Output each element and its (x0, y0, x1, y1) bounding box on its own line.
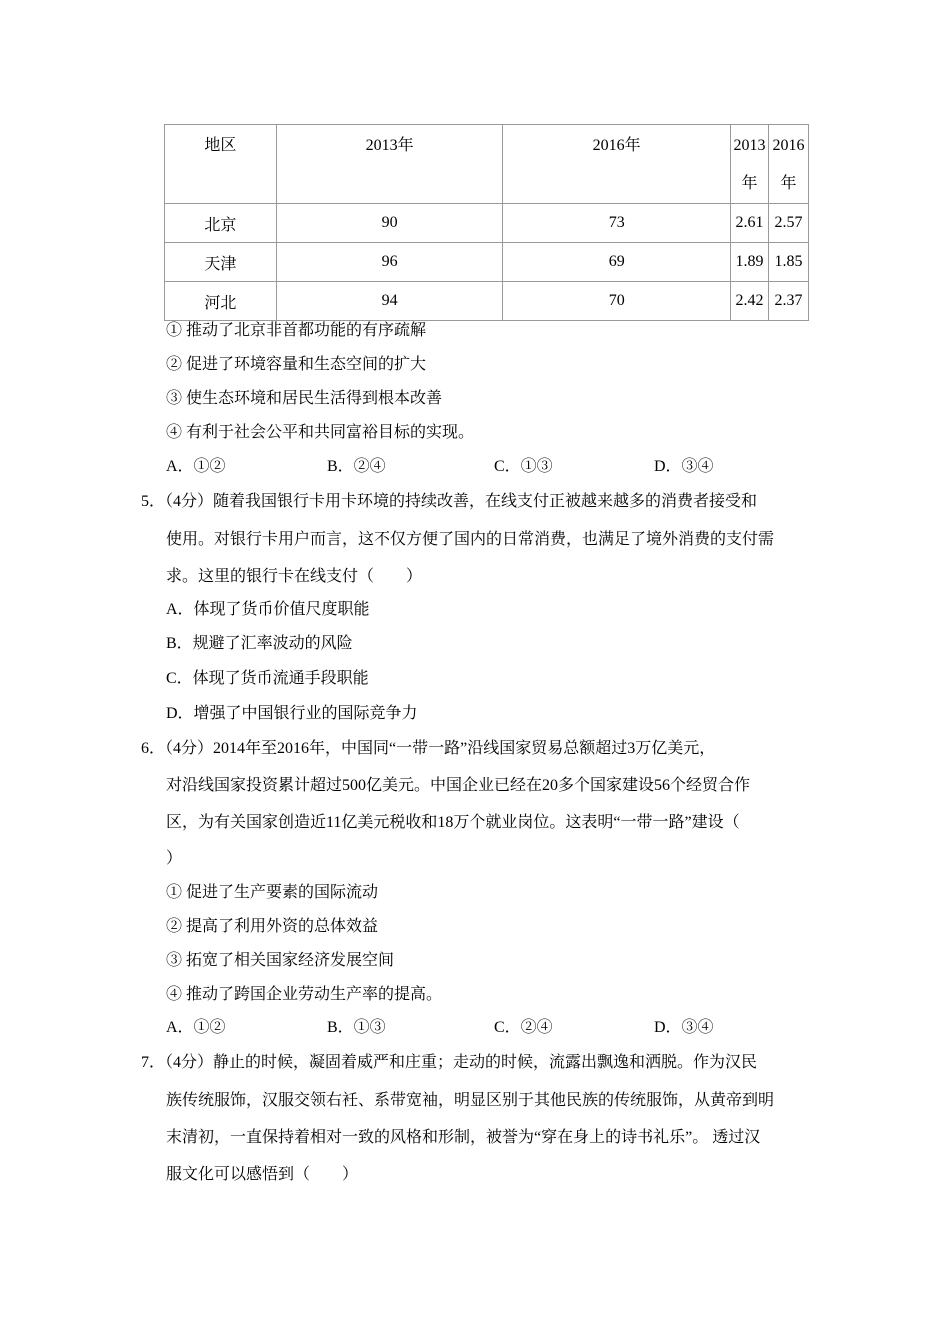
q4-choice-b[interactable]: B．②④ (327, 458, 386, 475)
q4-statement: ② 促进了环境容量和生态空间的扩大 (166, 356, 427, 373)
table-cell: 2.61 (730, 204, 768, 243)
header-2013-b: 2013年 (730, 125, 768, 204)
table-cell: 2.57 (768, 204, 808, 243)
table-cell: 河北 (165, 282, 277, 321)
table-cell: 94 (276, 282, 503, 321)
header-2013-a: 2013年 (276, 125, 503, 204)
table-cell: 90 (276, 204, 503, 243)
q4-statement: ③ 使生态环境和居民生活得到根本改善 (166, 390, 443, 407)
table-row (165, 204, 809, 243)
table-cell: 69 (503, 243, 731, 282)
q6-choice-d[interactable]: D．③④ (654, 1019, 714, 1036)
q6-choice-a[interactable]: A．①② (166, 1019, 226, 1036)
table-header-row (165, 125, 809, 204)
table-cell: 1.89 (730, 243, 768, 282)
data-table (164, 124, 809, 321)
table-cell: 70 (503, 282, 731, 321)
table-cell: 2.37 (768, 282, 808, 321)
table-cell: 73 (503, 204, 731, 243)
q6-stem-line: ） (166, 850, 183, 867)
q5-choice-a[interactable]: A．体现了货币价值尺度职能 (166, 601, 370, 618)
q6-statement: ④ 推动了跨国企业劳动生产率的提高。 (166, 986, 443, 1003)
q6-statement: ③ 拓宽了相关国家经济发展空间 (166, 952, 395, 969)
q4-statement: ④ 有利于社会公平和共同富裕目标的实现。 (166, 424, 475, 441)
q5-stem-line: 使用。对银行卡用户而言，这不仅方便了国内的日常消费，也满足了境外消费的支付需 (166, 531, 775, 548)
q4-choice-a[interactable]: A．①② (166, 458, 226, 475)
q5-choice-d[interactable]: D．增强了中国银行业的国际竞争力 (166, 705, 418, 722)
table-cell: 天津 (165, 243, 277, 282)
table-cell: 2.42 (730, 282, 768, 321)
q6-stem-line: 对沿线国家投资累计超过500亿美元。中国企业已经在20多个国家建设56个经贸合作 (166, 777, 751, 794)
header-2016-a: 2016年 (503, 125, 731, 204)
q4-choice-c[interactable]: C．①③ (494, 458, 553, 475)
q7-stem-line: 末清初，一直保持着相对一致的风格和形制，被誉为“穿在身上的诗书礼乐”。 透过汉 (166, 1129, 761, 1146)
q6-stem-line: 6．（4分）2014年至2016年，中国同“一带一路”沿线国家贸易总额超过3万亿美元， (141, 740, 716, 757)
q6-choice-b[interactable]: B．①③ (327, 1019, 386, 1036)
q6-choice-c[interactable]: C．②④ (494, 1019, 553, 1036)
q4-statement: ① 推动了北京非首都功能的有序疏解 (166, 322, 427, 339)
table-row (165, 282, 809, 321)
table-cell: 96 (276, 243, 503, 282)
table-row (165, 243, 809, 282)
q6-stem-line: 区，为有关国家创造近11亿美元税收和18万个就业岗位。这表明“一带一路”建设（ (166, 814, 740, 831)
q6-statement: ② 提高了利用外资的总体效益 (166, 918, 379, 935)
q7-stem-line: 族传统服饰，汉服交领右衽、系带宽袖，明显区别于其他民族的传统服饰，从黄帝到明 (166, 1092, 775, 1109)
q5-stem-line: 求。这里的银行卡在线支付（ ） (166, 568, 423, 585)
q5-stem-line: 5．（4分）随着我国银行卡用卡环境的持续改善，在线支付正被越来越多的消费者接受和 (141, 493, 758, 510)
q5-choice-c[interactable]: C．体现了货币流通手段职能 (166, 670, 369, 687)
q7-stem-line: 服文化可以感悟到（ ） (166, 1166, 359, 1183)
q6-statement: ① 促进了生产要素的国际流动 (166, 884, 379, 901)
table-cell: 1.85 (768, 243, 808, 282)
header-region: 地区 (165, 125, 277, 204)
q7-stem-line: 7．（4分）静止的时候，凝固着威严和庄重；走动的时候，流露出飘逸和洒脱。作为汉民 (141, 1054, 758, 1071)
q5-choice-b[interactable]: B．规避了汇率波动的风险 (166, 635, 353, 652)
table-cell: 北京 (165, 204, 277, 243)
header-2016-b: 2016年 (768, 125, 808, 204)
q4-choice-d[interactable]: D．③④ (654, 458, 714, 475)
